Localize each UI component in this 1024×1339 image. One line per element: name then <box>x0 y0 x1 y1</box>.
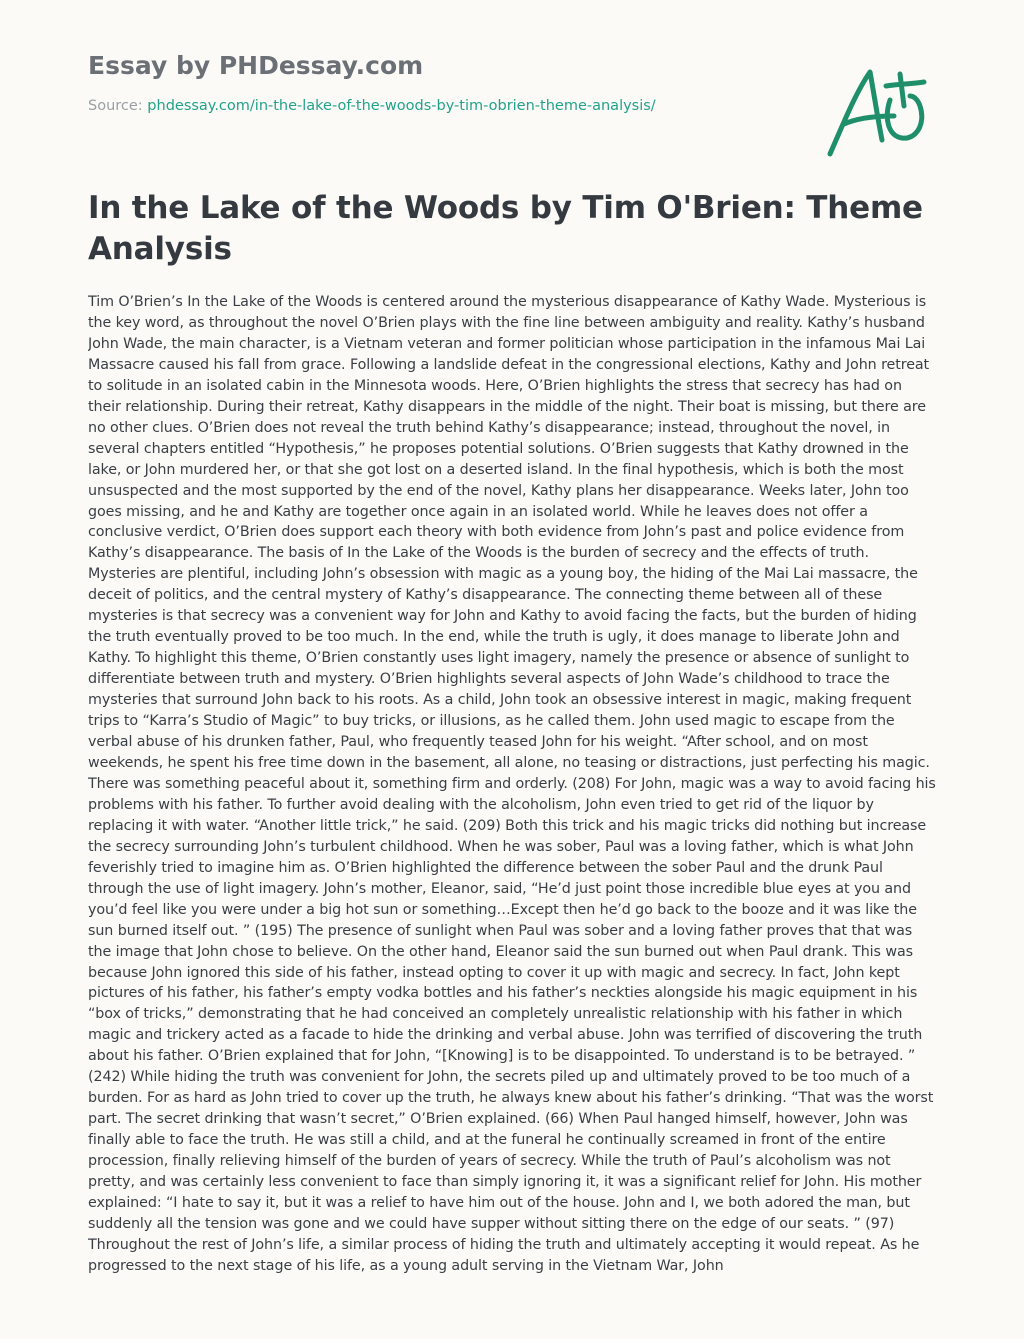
essay-body <box>88 292 936 1290</box>
a-plus-logo-icon <box>822 62 932 162</box>
source-link[interactable]: phdessay.com/in-the-lake-of-the-woods-by-tim-obrien-theme-analysis/ <box>147 98 656 114</box>
essay-paragraph: Tim O’Brien’s In the Lake of the Woods is centered around the mysterious disappearance of Kathy Wade. Mysterious is the key word, as throughout the novel O’Brien plays with the fine line between ambiguity and reality. Kathy’s husband John Wade, the main character, is a Vietnam veteran and former politician whose participation in the infamous Mai Lai Massacre caused his fall from grace. Following a landslide defeat in the congressional elections, Kathy and John retreat to solitude in an isolated cabin in the Minnesota woods. Here, O’Brien highlights the stress that secrecy has had on their relationship. During their retreat, Kathy disappears in the middle of the night. Their boat is missing, but there are no other clues. O’Brien does not reveal the truth behind Kathy’s disappearance; instead, throughout the novel, in several chapters entitled “Hypothesis,” he proposes potential solutions. O’Brien suggests that Kathy drowned in the lake, or John murdered her, or that she got lost on a deserted island. In the final hypothesis, which is both the most unsuspected and the most supported by the end of the novel, Kathy plans her disappearance. Weeks later, John too goes missing, and he and Kathy are together once again in an isolated world. While he leaves does not offer a conclusive verdict, O’Brien does support each theory with both evidence from John’s past and police evidence from Kathy’s disappearance. The basis of In the Lake of the Woods is the burden of secrecy and the effects of truth. Mysteries are plentiful, including John’s obsession with magic as a young boy, the hiding of the Mai Lai massacre, the deceit of politics, and the central mystery of Kathy’s disappearance. The connecting theme between all of these mysteries is that secrecy was a convenient way for John and Kathy to avoid facing the facts, but the burden of hiding the truth eventually proved to be too much. In the end, while the truth is ugly, it does manage to liberate John and Kathy. To highlight this theme, O’Brien constantly uses light imagery, namely the presence or absence of sunlight to differentiate between truth and mystery. O’Brien highlights several aspects of John Wade’s childhood to trace the mysteries that surround John back to his roots. As a child, John took an obsessive interest in magic, making frequent trips to “Karra’s Studio of Magic” to buy tricks, or illusions, as he called them. John used magic to escape from the verbal abuse of his drunken father, Paul, who frequently teased John for his weight. “After school, and on most weekends, he spent his free time down in the basement, all alone, no teasing or distractions, just perfecting his magic. There was something peaceful about it, something firm and orderly. (208) For John, magic was a way to avoid facing his problems with his father. To further avoid dealing with the alcoholism, John even tried to get rid of the liquor by replacing it with water. “Another little trick,” he said. (209) Both this trick and his magic tricks did nothing but increase the secrecy surrounding John’s turbulent childhood. When he was sober, Paul was a loving father, which is what John feverishly tried to imagine him as. O’Brien highlighted the difference between the sober Paul and the drunk Paul through the use of light imagery. John’s mother, Eleanor, said, “He’d just point those incredible blue eyes at you and you’d feel like you were under a big hot sun or something…Except then he’d go back to the booze and it was like the sun burned itself out. ” (195) The presence of sunlight when Paul was sober and a loving father proves that that was the image that John chose to believe. On the other hand, Eleanor said the sun burned out when Paul drank. This was because John ignored this side of his father, instead opting to cover it up with magic and secrecy. In fact, John kept pictures of his father, his father’s empty vodka bottles and his father’s neckties alongside his magic equipment in his “box of tricks,” demonstrating that he had conceived an completely unrealistic relationship with his father in which magic and trickery acted as a facade to hide the drinking and verbal abuse. John was terrified of discovering the truth about his father. O’Brien explained that for John, “[Knowing] is to be disappointed. To understand is to be betrayed. ” (242) While hiding the truth was convenient for John, the secrets piled up and ultimately proved to be too much of a burden. For as hard as John tried to cover up the truth, he always knew about his father’s drinking. “That was the worst part. The secret drinking that wasn’t secret,” O’Brien explained. (66) When Paul hanged himself, however, John was finally able to face the truth. He was still a child, and at the funeral he continually screamed in front of the entire procession, finally relieving himself of the burden of years of secrecy. While the truth of Paul’s alcoholism was not pretty, and was certainly less convenient to face than simply ignoring it, it was a significant relief for John. His mother explained: “I hate to say it, but it was a relief to have him out of the house. John and I, we both adored the man, but suddenly all the tension was gone and we could have supper without sitting there on the edge of our seats. ” (97) Throughout the rest of John’s life, a similar process of hiding the truth and ultimately accepting it would repeat. As he progressed to the next stage of his life, as a young adult serving in the Vietnam War, John <box>88 294 936 1274</box>
source-label: Source: <box>88 98 148 114</box>
source-line <box>88 96 944 116</box>
page-header <box>88 48 944 116</box>
site-brand[interactable]: Essay by PHDessay.com <box>88 51 424 80</box>
essay-title: In the Lake of the Woods by Tim O'Brien: Theme Analysis <box>88 190 923 267</box>
